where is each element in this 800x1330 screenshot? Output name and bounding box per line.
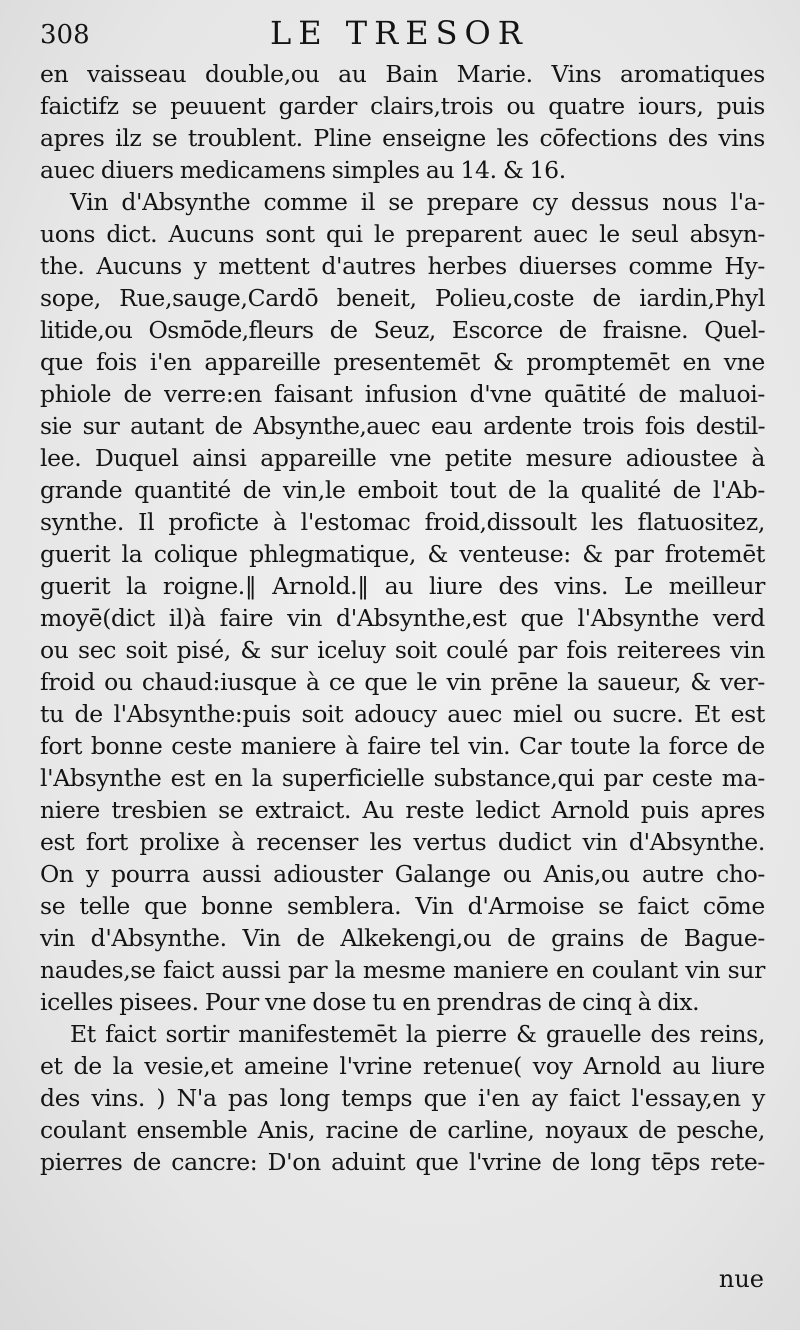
text-line: phiole de verre:en faisant infusion d'vne quātité de maluoi- <box>40 380 765 408</box>
text-line: froid ou chaud:iusque à ce que le vin prēne la saueur, & ver- <box>40 668 765 696</box>
text-line: Et faict sortir manifestemēt la pierre & grauelle des reins, <box>70 1020 765 1048</box>
text-line: est fort prolixe à recenser les vertus dudict vin d'Absynthe. <box>40 828 765 856</box>
text-line: faictifz se peuuent garder clairs,trois ou quatre iours, puis <box>40 92 765 120</box>
text-line: que fois i'en appareille presentemēt & promptemēt en vne <box>40 348 765 376</box>
text-line: moyē(dict il)à faire vin d'Absynthe,est que l'Absynthe verd <box>40 604 765 632</box>
text-line: naudes,se faict aussi par la mesme maniere en coulant vin sur <box>40 956 765 984</box>
text-line: et de la vesie,et ameine l'vrine retenue( voy Arnold au liure <box>40 1052 765 1080</box>
text-line: vin d'Absynthe. Vin de Alkekengi,ou de grains de Bague- <box>40 924 765 952</box>
text-line: ou sec soit pisé, & sur iceluy soit coulé par fois reiterees vin <box>40 636 765 664</box>
text-line: fort bonne ceste maniere à faire tel vin. Car toute la force de <box>40 732 765 760</box>
text-line: Vin d'Absynthe comme il se prepare cy dessus nous l'a- <box>70 188 765 216</box>
catchword: nue <box>718 1265 764 1293</box>
running-title: LE TRESOR <box>270 14 529 52</box>
text-line: lee. Duquel ainsi appareille vne petite mesure adioustee à <box>40 444 765 472</box>
page-number: 308 <box>40 20 90 50</box>
text-line: en vaisseau double,ou au Bain Marie. Vins aromatiques <box>40 60 765 88</box>
text-line: coulant ensemble Anis, racine de carline, noyaux de pesche, <box>40 1116 765 1144</box>
text-line: sope, Rue,sauge,Cardō beneit, Polieu,coste de iardin,Phyl <box>40 284 765 312</box>
text-line: l'Absynthe est en la superficielle substance,qui par ceste ma- <box>40 764 765 792</box>
text-line: guerit la colique phlegmatique, & venteuse: & par frotemēt <box>40 540 765 568</box>
body-text <box>40 58 765 1178</box>
text-line: the. Aucuns y mettent d'autres herbes diuerses comme Hy- <box>40 252 765 280</box>
text-line: se telle que bonne semblera. Vin d'Armoise se faict cōme <box>40 892 765 920</box>
text-line: grande quantité de vin,le emboit tout de la qualité de l'Ab- <box>40 476 765 504</box>
page-header <box>40 12 780 52</box>
text-line: uons dict. Aucuns sont qui le preparent auec le seul absyn- <box>40 220 765 248</box>
text-line: auec diuers medicamens simples au 14. & 16. <box>40 156 566 184</box>
text-line: On y pourra aussi adiouster Galange ou Anis,ou autre cho- <box>40 860 765 888</box>
text-line: pierres de cancre: D'on aduint que l'vrine de long tēps rete- <box>40 1148 765 1176</box>
text-line: icelles pisees. Pour vne dose tu en prendras de cinq à dix. <box>40 988 700 1016</box>
text-line: tu de l'Absynthe:puis soit adoucy auec miel ou sucre. Et est <box>40 700 765 728</box>
text-line: sie sur autant de Absynthe,auec eau ardente trois fois destil- <box>40 412 765 440</box>
text-line: des vins. ) N'a pas long temps que i'en ay faict l'essay,en y <box>40 1084 765 1112</box>
text-line: synthe. Il proficte à l'estomac froid,dissoult les flatuositez, <box>40 508 765 536</box>
text-line: niere tresbien se extraict. Au reste ledict Arnold puis apres <box>40 796 765 824</box>
text-line: guerit la roigne.‖ Arnold.‖ au liure des vins. Le meilleur <box>40 572 765 600</box>
text-line: litide,ou Osmōde,fleurs de Seuz, Escorce de fraisne. Quel- <box>40 316 765 344</box>
text-line: apres ilz se troublent. Pline enseigne les cōfections des vins <box>40 124 765 152</box>
